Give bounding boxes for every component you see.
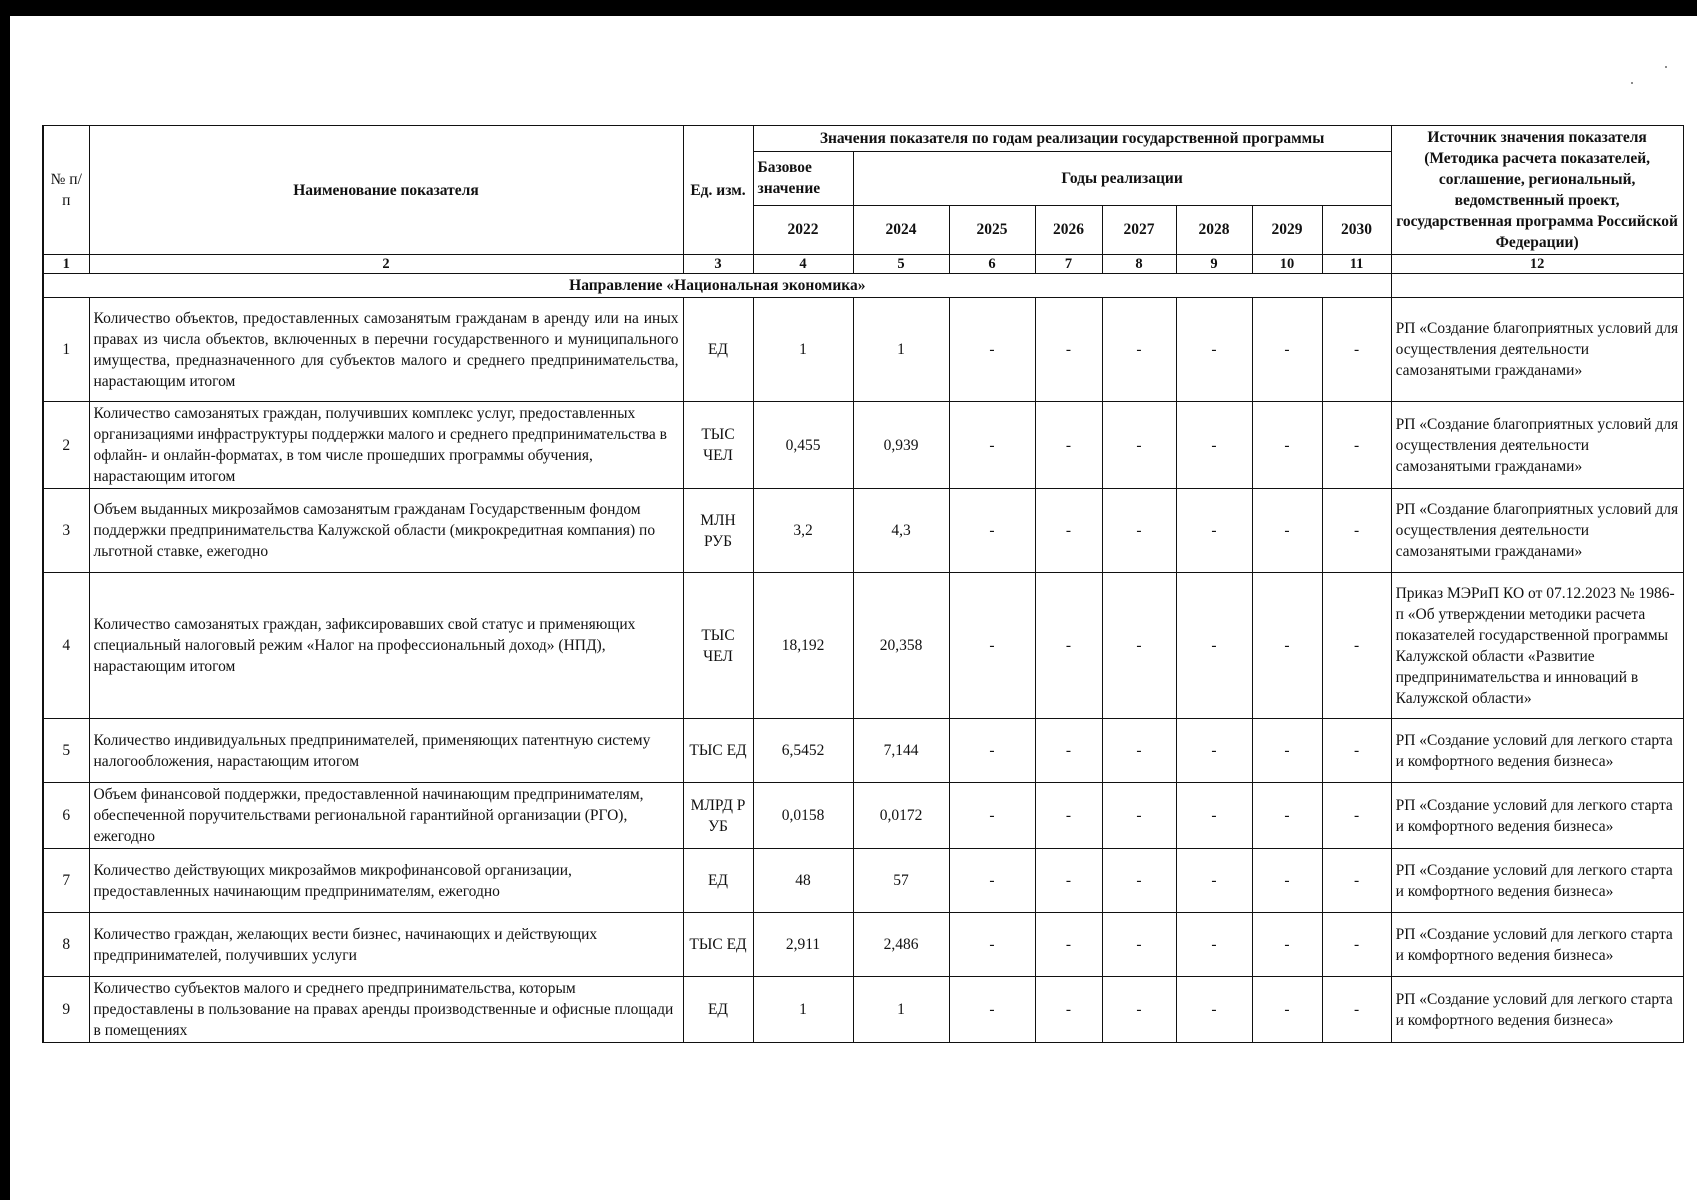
header-year-2028: 2028: [1176, 205, 1252, 254]
row-2025: -: [949, 573, 1035, 719]
row-base: 48: [753, 849, 853, 913]
table-row: [43, 783, 1683, 849]
row-2028: -: [1176, 913, 1252, 977]
row-unit: ТЫС ЧЕЛ: [683, 573, 753, 719]
row-2029: -: [1252, 913, 1322, 977]
row-num: 4: [43, 573, 89, 719]
row-num: 9: [43, 977, 89, 1043]
row-2026: -: [1035, 298, 1102, 402]
table-body: [43, 274, 1683, 1043]
row-2027: -: [1102, 298, 1176, 402]
row-num: 8: [43, 913, 89, 977]
row-2028: -: [1176, 783, 1252, 849]
header-year-2030: 2030: [1322, 205, 1391, 254]
row-2026: -: [1035, 489, 1102, 573]
col-number: 3: [683, 255, 753, 274]
row-2026: -: [1035, 849, 1102, 913]
row-2024: 4,3: [853, 489, 949, 573]
table-row: [43, 573, 1683, 719]
row-source: РП «Создание условий для легкого старта и комфортного ведения бизнеса»: [1391, 849, 1683, 913]
row-2027: -: [1102, 849, 1176, 913]
row-name: Количество объектов, предоставленных самозанятым гражданам в аренду или на иных правах из числа объектов, включенных в перечни государственного и муниципального имущества, предназначенного для субъектов малого и среднего предпринимательства, нарастающим итогом: [89, 298, 683, 402]
row-2030: -: [1322, 298, 1391, 402]
table-row: [43, 913, 1683, 977]
row-2025: -: [949, 402, 1035, 489]
row-source: РП «Создание условий для легкого старта и комфортного ведения бизнеса»: [1391, 783, 1683, 849]
row-base: 18,192: [753, 573, 853, 719]
row-num: 2: [43, 402, 89, 489]
col-number: 11: [1322, 255, 1391, 274]
col-number: 4: [753, 255, 853, 274]
row-source: РП «Создание условий для легкого старта и комфортного ведения бизнеса»: [1391, 913, 1683, 977]
row-2029: -: [1252, 783, 1322, 849]
table-row: [43, 298, 1683, 402]
row-unit: ТЫС ЕД: [683, 719, 753, 783]
row-source: РП «Создание благоприятных условий для осуществления деятельности самозанятыми гражданами»: [1391, 402, 1683, 489]
row-2026: -: [1035, 573, 1102, 719]
row-2028: -: [1176, 573, 1252, 719]
row-unit: МЛРД РУБ: [683, 783, 753, 849]
row-base: 3,2: [753, 489, 853, 573]
row-2025: -: [949, 298, 1035, 402]
table-row: [43, 849, 1683, 913]
row-2026: -: [1035, 719, 1102, 783]
table-row: [43, 719, 1683, 783]
row-num: 1: [43, 298, 89, 402]
header-values-group: Значения показателя по годам реализации государственной программы: [753, 126, 1391, 152]
header-years-group: Годы реализации: [853, 151, 1391, 205]
row-2027: -: [1102, 913, 1176, 977]
row-base: 0,0158: [753, 783, 853, 849]
section-row: [43, 274, 1683, 298]
header-base: Базовое значение: [753, 151, 853, 205]
row-2029: -: [1252, 849, 1322, 913]
col-number: 9: [1176, 255, 1252, 274]
col-number: 6: [949, 255, 1035, 274]
scan-top-border: [0, 0, 1697, 16]
row-2025: -: [949, 913, 1035, 977]
header-name: Наименование показателя: [89, 126, 683, 255]
row-2029: -: [1252, 402, 1322, 489]
row-source: Приказ МЭРиП КО от 07.12.2023 № 1986-п «Об утверждении методики расчета показателей государственной программы Калужской области «Развитие предпринимательства и инноваций в Калужской области»: [1391, 573, 1683, 719]
row-2030: -: [1322, 783, 1391, 849]
row-2030: -: [1322, 977, 1391, 1043]
row-unit: ЕД: [683, 977, 753, 1043]
row-name: Количество граждан, желающих вести бизнес, начинающих и действующих предпринимателей, получивших услуги: [89, 913, 683, 977]
row-base: 0,455: [753, 402, 853, 489]
header-year-2027: 2027: [1102, 205, 1176, 254]
row-2027: -: [1102, 783, 1176, 849]
row-base: 6,5452: [753, 719, 853, 783]
row-2027: -: [1102, 719, 1176, 783]
row-2025: -: [949, 489, 1035, 573]
row-name: Количество действующих микрозаймов микрофинансовой организации, предоставленных начинающим предпринимателям, ежегодно: [89, 849, 683, 913]
col-number: 1: [43, 255, 89, 274]
row-name: Количество субъектов малого и среднего предпринимательства, которым предоставлены в пользование на правах аренды производственные и офисные площади в помещениях: [89, 977, 683, 1043]
col-number: 5: [853, 255, 949, 274]
row-base: 1: [753, 298, 853, 402]
row-source: РП «Создание благоприятных условий для осуществления деятельности самозанятыми гражданами»: [1391, 298, 1683, 402]
table-row: [43, 489, 1683, 573]
row-2028: -: [1176, 489, 1252, 573]
row-2024: 0,939: [853, 402, 949, 489]
row-unit: МЛН РУБ: [683, 489, 753, 573]
row-2029: -: [1252, 977, 1322, 1043]
row-2025: -: [949, 783, 1035, 849]
row-2029: -: [1252, 489, 1322, 573]
row-2029: -: [1252, 298, 1322, 402]
row-2025: -: [949, 849, 1035, 913]
row-2028: -: [1176, 719, 1252, 783]
header-num: № п/п: [43, 126, 89, 255]
row-2024: 1: [853, 298, 949, 402]
header-year-2024: 2024: [853, 205, 949, 254]
indicators-table: [42, 125, 1684, 1043]
row-2026: -: [1035, 913, 1102, 977]
row-2028: -: [1176, 849, 1252, 913]
row-2027: -: [1102, 977, 1176, 1043]
header-year-2029: 2029: [1252, 205, 1322, 254]
row-num: 5: [43, 719, 89, 783]
row-num: 3: [43, 489, 89, 573]
row-unit: ЕД: [683, 849, 753, 913]
row-base: 1: [753, 977, 853, 1043]
row-unit: ЕД: [683, 298, 753, 402]
row-2024: 1: [853, 977, 949, 1043]
scan-left-border: [0, 0, 10, 1200]
header-year-2026: 2026: [1035, 205, 1102, 254]
row-source: РП «Создание условий для легкого старта и комфортного ведения бизнеса»: [1391, 719, 1683, 783]
row-name: Количество самозанятых граждан, получивших комплекс услуг, предоставленных организациями инфраструктуры поддержки малого и среднего предпринимательства в офлайн- и онлайн-форматах, в том числе прошедших программы обучения, нарастающим итогом: [89, 402, 683, 489]
row-num: 6: [43, 783, 89, 849]
header-unit: Ед. изм.: [683, 126, 753, 255]
column-numbers-row: [43, 255, 1683, 274]
row-2024: 7,144: [853, 719, 949, 783]
row-2030: -: [1322, 489, 1391, 573]
row-2028: -: [1176, 977, 1252, 1043]
row-2030: -: [1322, 573, 1391, 719]
row-2024: 0,0172: [853, 783, 949, 849]
row-2026: -: [1035, 783, 1102, 849]
row-2029: -: [1252, 573, 1322, 719]
col-number: 8: [1102, 255, 1176, 274]
row-2028: -: [1176, 402, 1252, 489]
row-num: 7: [43, 849, 89, 913]
row-2030: -: [1322, 849, 1391, 913]
row-source: РП «Создание условий для легкого старта и комфортного ведения бизнеса»: [1391, 977, 1683, 1043]
row-name: Количество самозанятых граждан, зафиксировавших свой статус и применяющих специальный налоговый режим «Налог на профессиональный доход» (НПД), нарастающим итогом: [89, 573, 683, 719]
header-source: Источник значения показателя (Методика расчета показателей, соглашение, региональный, ведомственный проект, государственная программа Российской Федерации): [1391, 126, 1683, 255]
section-title: Направление «Национальная экономика»: [43, 274, 1391, 298]
row-2024: 57: [853, 849, 949, 913]
row-2030: -: [1322, 719, 1391, 783]
row-2028: -: [1176, 298, 1252, 402]
col-number: 2: [89, 255, 683, 274]
row-2026: -: [1035, 402, 1102, 489]
row-unit: ТЫС ЧЕЛ: [683, 402, 753, 489]
header-year-2025: 2025: [949, 205, 1035, 254]
row-base: 2,911: [753, 913, 853, 977]
row-2029: -: [1252, 719, 1322, 783]
header-year-2022: 2022: [753, 205, 853, 254]
section-source-empty: [1391, 274, 1683, 298]
scan-specks: [1629, 60, 1669, 90]
row-2024: 2,486: [853, 913, 949, 977]
row-source: РП «Создание благоприятных условий для осуществления деятельности самозанятыми гражданами»: [1391, 489, 1683, 573]
table-row: [43, 402, 1683, 489]
row-name: Количество индивидуальных предпринимателей, применяющих патентную систему налогообложения, нарастающим итогом: [89, 719, 683, 783]
row-unit: ТЫС ЕД: [683, 913, 753, 977]
row-2030: -: [1322, 913, 1391, 977]
row-2030: -: [1322, 402, 1391, 489]
row-name: Объем выданных микрозаймов самозанятым гражданам Государственным фондом поддержки предпринимательства Калужской области (микрокредитная компания) по льготной ставке, ежегодно: [89, 489, 683, 573]
row-2025: -: [949, 719, 1035, 783]
row-2025: -: [949, 977, 1035, 1043]
table-row: [43, 977, 1683, 1043]
row-2024: 20,358: [853, 573, 949, 719]
row-2027: -: [1102, 573, 1176, 719]
row-2027: -: [1102, 402, 1176, 489]
row-name: Объем финансовой поддержки, предоставленной начинающим предпринимателям, обеспеченной поручительствами региональной гарантийной организации (РГО), ежегодно: [89, 783, 683, 849]
row-2027: -: [1102, 489, 1176, 573]
row-2026: -: [1035, 977, 1102, 1043]
col-number: 7: [1035, 255, 1102, 274]
col-number: 12: [1391, 255, 1683, 274]
indicators-table-wrapper: [42, 125, 1682, 1043]
col-number: 10: [1252, 255, 1322, 274]
